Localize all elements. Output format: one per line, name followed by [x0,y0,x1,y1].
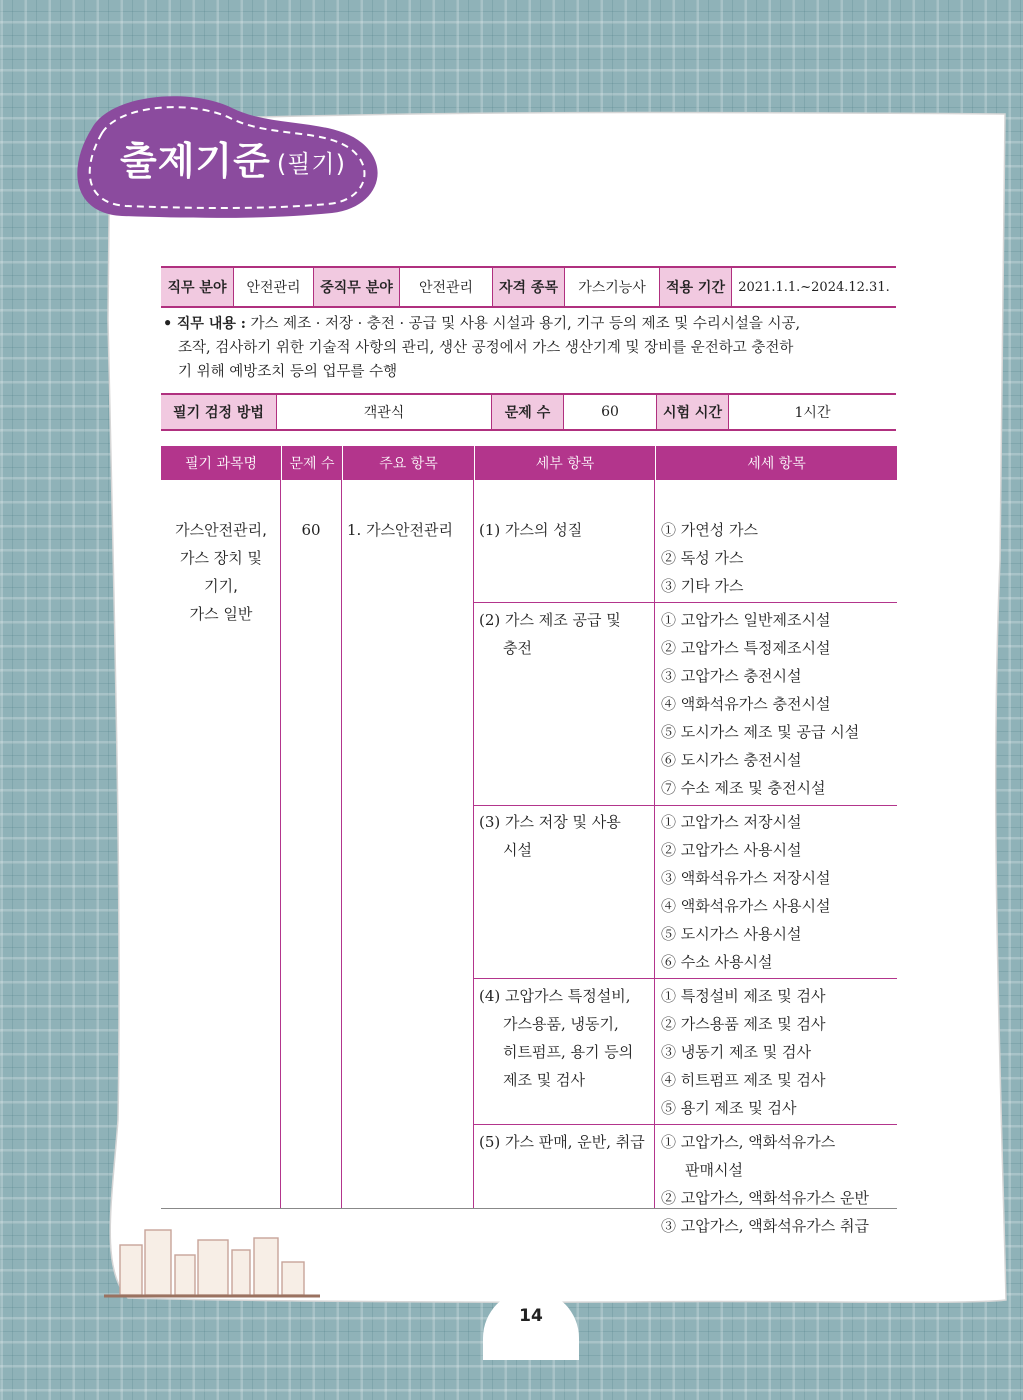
method-label: 필기 검정 방법 [161,395,276,429]
duty-line: 기 위해 예방조치 등의 업무를 수행 [178,364,398,380]
detail-item: 제조 및 검사 [503,1071,585,1089]
sub-detail-item: ② 고압가스 특정제조시설 [661,639,831,657]
sub-detail-item: ⑦ 수소 제조 및 충전시설 [661,779,826,797]
info-row-qualification [161,266,896,308]
period-value: 2021.1.1.~2024.12.31. [731,268,896,306]
exam-criteria-table [161,446,897,1235]
qualification-value: 가스기능사 [564,268,659,306]
detail-item: (3) 가스 저장 및 사용 [479,813,621,831]
sub-detail-item: ⑥ 도시가스 충전시설 [661,751,802,769]
sub-detail-item: ⑤ 용기 제조 및 검사 [661,1099,797,1117]
sub-field-value: 안전관리 [399,268,492,306]
detail-item: (1) 가스의 성질 [479,521,583,539]
header-subject: 필기 과목명 [184,456,258,472]
column-divider [341,480,342,1208]
duty-label: 직무 내용 : [176,316,246,332]
sub-detail-item: ① 고압가스, 액화석유가스 [661,1133,836,1151]
bullet-icon: • [163,315,173,332]
header-question-count: 문제 수 [281,446,342,480]
subject-line: 가스 일반 [189,605,253,623]
row-divider [473,602,897,603]
page-title [120,130,346,185]
main-item-cell: 1. 가스안전관리 [347,521,454,539]
header-main-item: 주요 항목 [342,446,474,480]
period-label: 적용 기간 [659,268,731,306]
sub-detail-item: ④ 액화석유가스 사용시설 [661,897,831,915]
sub-field-label: 중직무 분야 [313,268,399,306]
header-sub-detail-item: 세세 항목 [655,446,897,480]
sub-detail-item: ③ 고압가스 충전시설 [661,667,802,685]
sub-detail-item: ② 고압가스, 액화석유가스 운반 [661,1189,869,1207]
detail-item: (2) 가스 제조 공급 및 [479,611,621,629]
time-label: 시험 시간 [656,395,728,429]
sub-detail-item: ④ 히트펌프 제조 및 검사 [661,1071,826,1089]
sub-detail-item: ① 고압가스 일반제조시설 [661,611,831,629]
sub-detail-item: ② 고압가스 사용시설 [661,841,802,859]
sub-detail-item: ① 특정설비 제조 및 검사 [661,987,826,1005]
sub-detail-item: ② 독성 가스 [661,549,744,567]
title-subtitle: (필기) [276,150,346,178]
subject-line: 가스 장치 및 [180,549,262,567]
time-value: 1시간 [728,395,896,429]
sub-detail-item: 판매시설 [685,1161,743,1179]
qualification-label: 자격 종목 [492,268,564,306]
subject-line: 기기, [204,577,238,595]
row-divider [473,978,897,979]
detail-item: 시설 [503,841,532,859]
header-detail-item: 세부 항목 [474,446,655,480]
question-count-cell: 60 [301,521,321,539]
sub-detail-item: ② 가스용품 제조 및 검사 [661,1015,826,1033]
sub-detail-item: ③ 기타 가스 [661,577,744,595]
sub-detail-item: ③ 액화석유가스 저장시설 [661,869,831,887]
sub-detail-item: ⑤ 도시가스 제조 및 공급 시설 [661,723,860,741]
title-main: 출제기준 [120,139,271,183]
column-divider [654,480,655,1208]
detail-item: 가스용품, 냉동기, [503,1015,619,1033]
detail-item: (4) 고압가스 특정설비, [479,987,631,1005]
sub-detail-item: ③ 고압가스, 액화석유가스 취급 [661,1217,869,1235]
info-row-exam [161,393,896,431]
sub-detail-item: ① 고압가스 저장시설 [661,813,802,831]
table-header [161,446,897,480]
sub-detail-item: ⑤ 도시가스 사용시설 [661,925,802,943]
job-field-value: 안전관리 [233,268,313,306]
count-label: 문제 수 [491,395,563,429]
page-number: 14 [519,1306,543,1326]
detail-item: 히트펌프, 용기 등의 [503,1043,634,1061]
detail-item: 충전 [503,639,532,657]
detail-item: (5) 가스 판매, 운반, 취급 [479,1133,645,1151]
table-body [161,480,897,1235]
count-value: 60 [563,395,656,429]
sub-detail-item: ① 가연성 가스 [661,521,758,539]
sub-detail-item: ③ 냉동기 제조 및 검사 [661,1043,811,1061]
job-field-label: 직무 분야 [161,268,233,306]
duty-line: 가스 제조 · 저장 · 충전 · 공급 및 사용 시설과 용기, 기구 등의 제조 및 수리시설을 시공, [250,316,801,332]
duty-line: 조작, 검사하기 위한 기술적 사항의 관리, 생산 공정에서 가스 생산기계 및 장비를 운전하고 충전하 [178,340,794,356]
sub-detail-item: ④ 액화석유가스 충전시설 [661,695,831,713]
column-divider [473,480,474,1208]
method-value: 객관식 [276,395,491,429]
row-divider [473,805,897,806]
row-divider [473,1124,897,1125]
sub-detail-item: ⑥ 수소 사용시설 [661,953,773,971]
subject-line: 가스안전관리, [175,521,267,539]
duty-description [163,312,898,384]
